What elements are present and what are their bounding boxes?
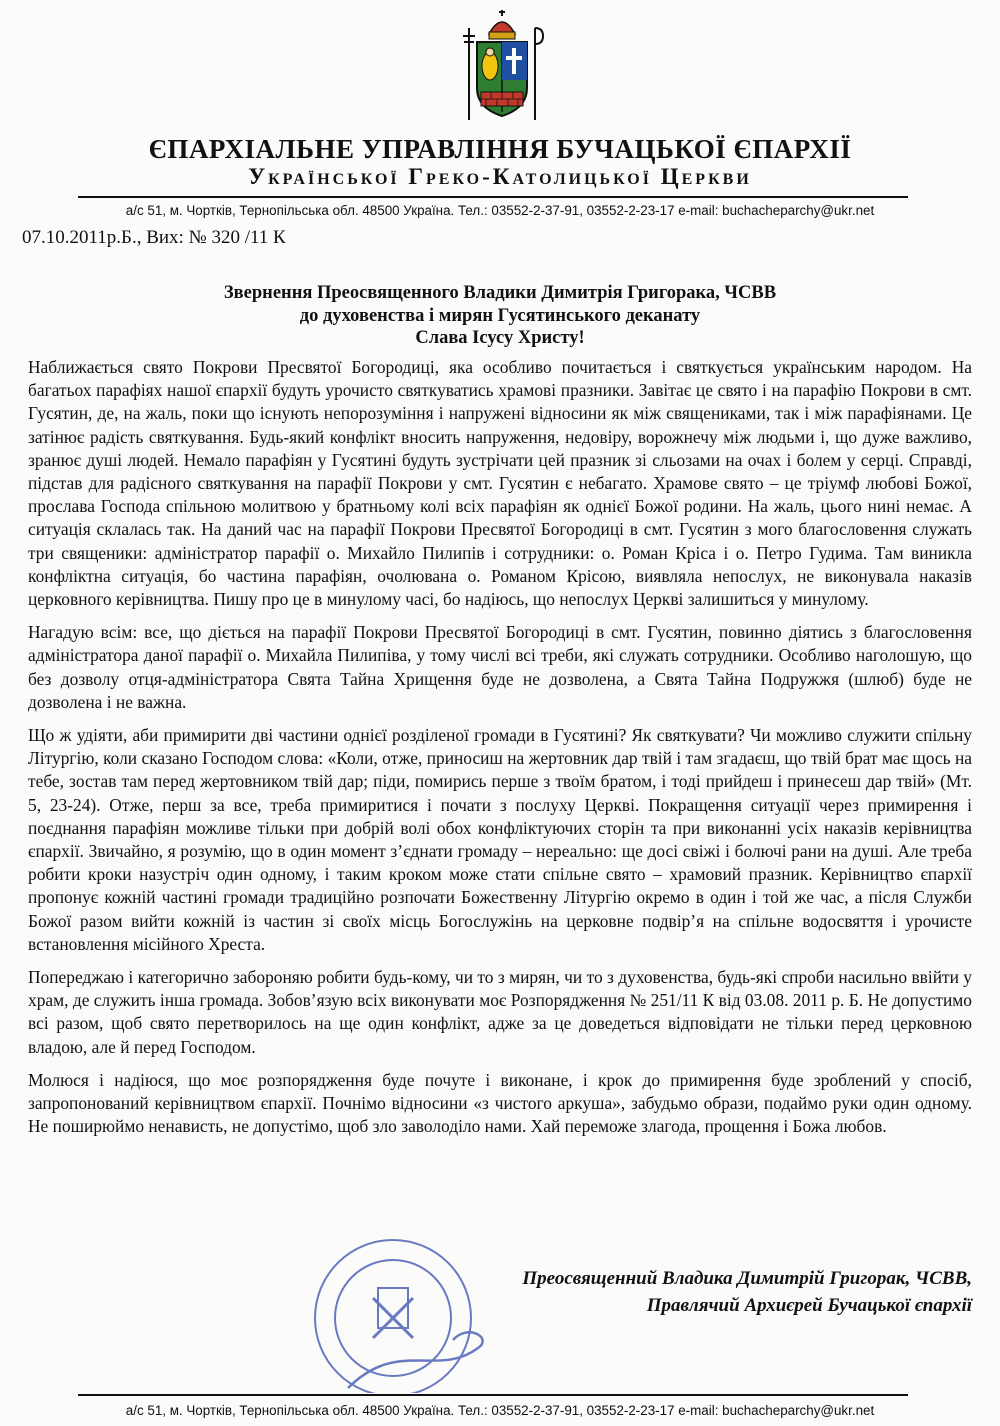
reference-number: 07.10.2011р.Б., Вих: № 320 /11 К [22, 227, 286, 248]
heading-line-2: до духовенства і мирян Гусятинського деканату [299, 306, 701, 326]
footer-divider [78, 1394, 908, 1396]
footer-contact: а/с 51, м. Чортків, Тернопільська обл. 48500 Україна. Тел.: 03552-2-37-91, 03552-2-23-17 e-mail: buchacheparchy@ukr.net [125, 1403, 875, 1418]
greeting: Слава Ісусу Христу! [415, 328, 585, 348]
paragraph: Наближається свято Покрови Пресвятої Богородиці, яка особливо почитається і святкується українським народом. На багатьох парафіях нашої єпархії будуть урочисто святкуватись храмові празники. Завітає це свято і на парафію Покрови в смт. Гусятин, де, на жаль, поки що існують непорозуміння і напружені відносини як між священиками, так і між парафіянами. Це затінює радість святкування. Будь-який конфлікт вносить напруження, недовіру, ворожнечу між людьми і, що дуже важливо, зранює душі людей. Немало парафіян у Гусятині будуть зустрічати цей празник зі сльозами на очах і болем у серці. Справді, підстав для радісного святкування на парафії Покрови у смт. Гусятин є небагато. Храмове свято – це тріумф любові Божої, прослава Господа спільною молитвою у братньому колі всіх парафіян як однієї Божої родини. На жаль, цього нині немає. А ситуація склалась так. На даний час на парафії Покрови Пресвятої Богородиці в смт. Гусятин з мого благословення служать три священики: адміністратор парафії о. Михайло Пилипів і сотрудники: о. Роман Кріса і о. Петро Гудима. Там виникла конфліктна ситуація, бо частина парафіян, очолювана о. Романом Крісою, виявляла непослух, не виконувала наказів церковного керівництва. Пишу про це в минулому часі, бо надіюсь, що непослух Церкві залишиться у минулому. [28, 357, 972, 610]
header-contact: а/с 51, м. Чортків, Тернопільська обл. 48500 Україна. Тел.: 03552-2-37-91, 03552-2-23-17 e-mail: buchacheparchy@ukr.net [125, 203, 875, 218]
paragraph: Що ж удіяти, аби примирити дві частини однієї розділеної громади в Гусятині? Як святкувати? Чи можливо служити спільну Літургію, коли сказано Господом слова: «Коли, отже, приносиш на жертовник дар твій і там згадаєш, що твій брат має щось на тебе, зостав там перед жертовником твій дар; піди, помирись перше з твоїм братом, і тоді прийдеш і принесеш дар твій» (Мт. 5, 23-24). Отже, перш за все, треба примиритися і почати з послуху Церкві. Покращення ситуації через примирення і поєднання парафіян можливе тільки при добрій волі обох конфліктуючих сторін та при виконанні усіх наказів керівництва єпархії. Звичайно, я розумію, що в один момент з’єднати громаду – нереально: ще досі свіжі і болючі рани на душі. Але треба робити кроки назустріч один одному, і таким кроком може стати спільне свято – храмовий празник. Керівництво єпархії пропонує кожній частині громади традиційно розпочати Божественну Літургію окремо в один і той же час, а після Служби Божої разом вийти кожній із частин зі своїх місць Богослужінь на церковне подвір’я на спільне водосвяття і урочисте встановлення місійного Хреста. [28, 725, 972, 954]
coat-of-arms-icon [459, 8, 545, 130]
paragraph: Попереджаю і категорично забороняю робити будь-кому, чи то з мирян, чи то з духовенства, будь-які спроби насильно ввійти у храм, де служить інша громада. Зобов’язую всіх виконувати моє Розпорядження № 251/11 К від 03.08. 2011 р. Б. Не допустимо всі разом, щоб свято перетворилось на ще один конфлікт, адже за це доведеться відповідати не тільки перед церковною владою, але й перед Господом. [28, 967, 972, 1057]
official-seal-stamp [278, 1228, 508, 1393]
header-divider [78, 196, 908, 198]
document-title: ЄПАРХІАЛЬНЕ УПРАВЛІННЯ БУЧАЦЬКОЇ ЄПАРХІЇ [148, 134, 852, 164]
paragraph: Нагадую всім: все, що діється на парафії Покрови Пресвятої Богородиці в смт. Гусятин, повинно діятись з благословення адміністратора даної парафії о. Михайла Пилипіва, у тому числі всі треби, які служать сотрудники. Особливо наголошую, що без дозволу отця-адміністратора Свята Тайна Хрищення буде не дозволена, а Свята Тайна Подружжя (шлюб) буде не дозволена і не важна. [28, 622, 972, 712]
heading-line-1: Звернення Преосвященного Владики Димитрія Григорака, ЧСВВ [223, 283, 777, 303]
signature-name: Преосвященний Владика Димитрій Григорак, ЧСВВ, [522, 1268, 972, 1289]
document-subtitle: Української Греко-Католицької Церкви [248, 164, 752, 189]
paragraph: Молюся і надіюся, що моє розпорядження буде почуте і виконане, і крок до примирення буде зроблений у спосіб, запропонований керівництвом єпархії. Почнімо відносини «з чистого аркуша», забудьмо образи, подаймо руки один одному. Не поширюймо ненависть, не допустімо, щоб зло заволоділо нами. Хай переможе злагода, прощення і Божа любов. [28, 1069, 972, 1137]
signature-title: Правлячий Архиєрей Бучацької єпархії [646, 1295, 972, 1316]
letter-body [28, 356, 972, 1149]
